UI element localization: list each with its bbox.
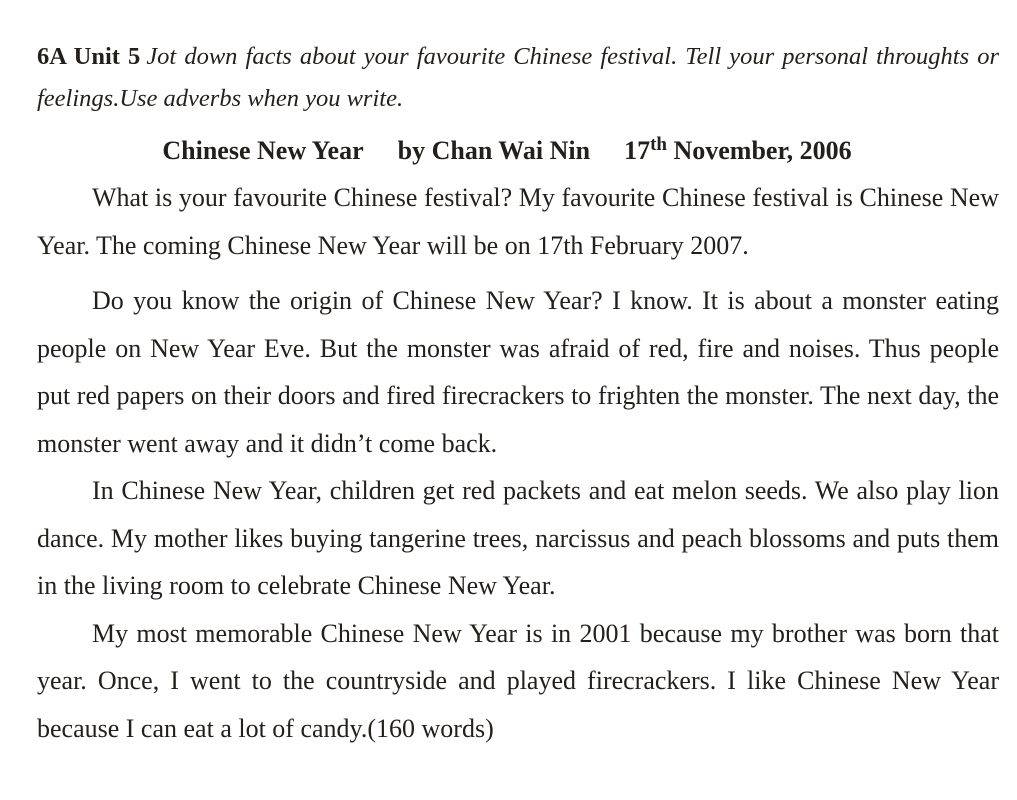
essay-paragraph-4: My most memorable Chinese New Year is in 2001 because my brother was born that year. Once, I went to the countryside and played firecrackers. I like Chinese New Year because I can eat a lot of candy.(160 words)	[37, 618, 999, 743]
essay-date	[624, 136, 852, 165]
essay-title: Chinese New Year	[162, 136, 364, 165]
essay-paragraph-1: What is your favourite Chinese festival? My favourite Chinese festival is Chinese New Year. The coming Chinese New Year will be on 17th February 2007.	[37, 183, 999, 260]
date-suffix: th	[650, 134, 667, 155]
unit-label: 6A Unit 5	[37, 43, 141, 70]
assignment-instruction: Jot down facts about your favourite Chinese festival. Tell your personal throughts or feelings.Use adverbs when you write.	[37, 43, 999, 112]
essay-byline	[37, 134, 999, 168]
essay-author: by Chan Wai Nin	[397, 136, 591, 165]
essay-page	[37, 36, 999, 752]
essay-paragraph-2: Do you know the origin of Chinese New Year? I know. It is about a monster eating people on New Year Eve. But the monster was afraid of red, fire and noises. Thus people put red papers on their doors and fired firecrackers to frighten the monster. The next day, the monster went away and it didn’t come back.	[37, 286, 999, 458]
date-day: 17	[624, 136, 651, 165]
essay-paragraph-3: In Chinese New Year, children get red packets and eat melon seeds. We also play lion dance. My mother likes buying tangerine trees, narcissus and peach blossoms and puts them in the living room to celebrate Chinese New Year.	[37, 476, 999, 600]
assignment-prompt	[37, 36, 999, 120]
date-rest: November, 2006	[673, 136, 852, 165]
